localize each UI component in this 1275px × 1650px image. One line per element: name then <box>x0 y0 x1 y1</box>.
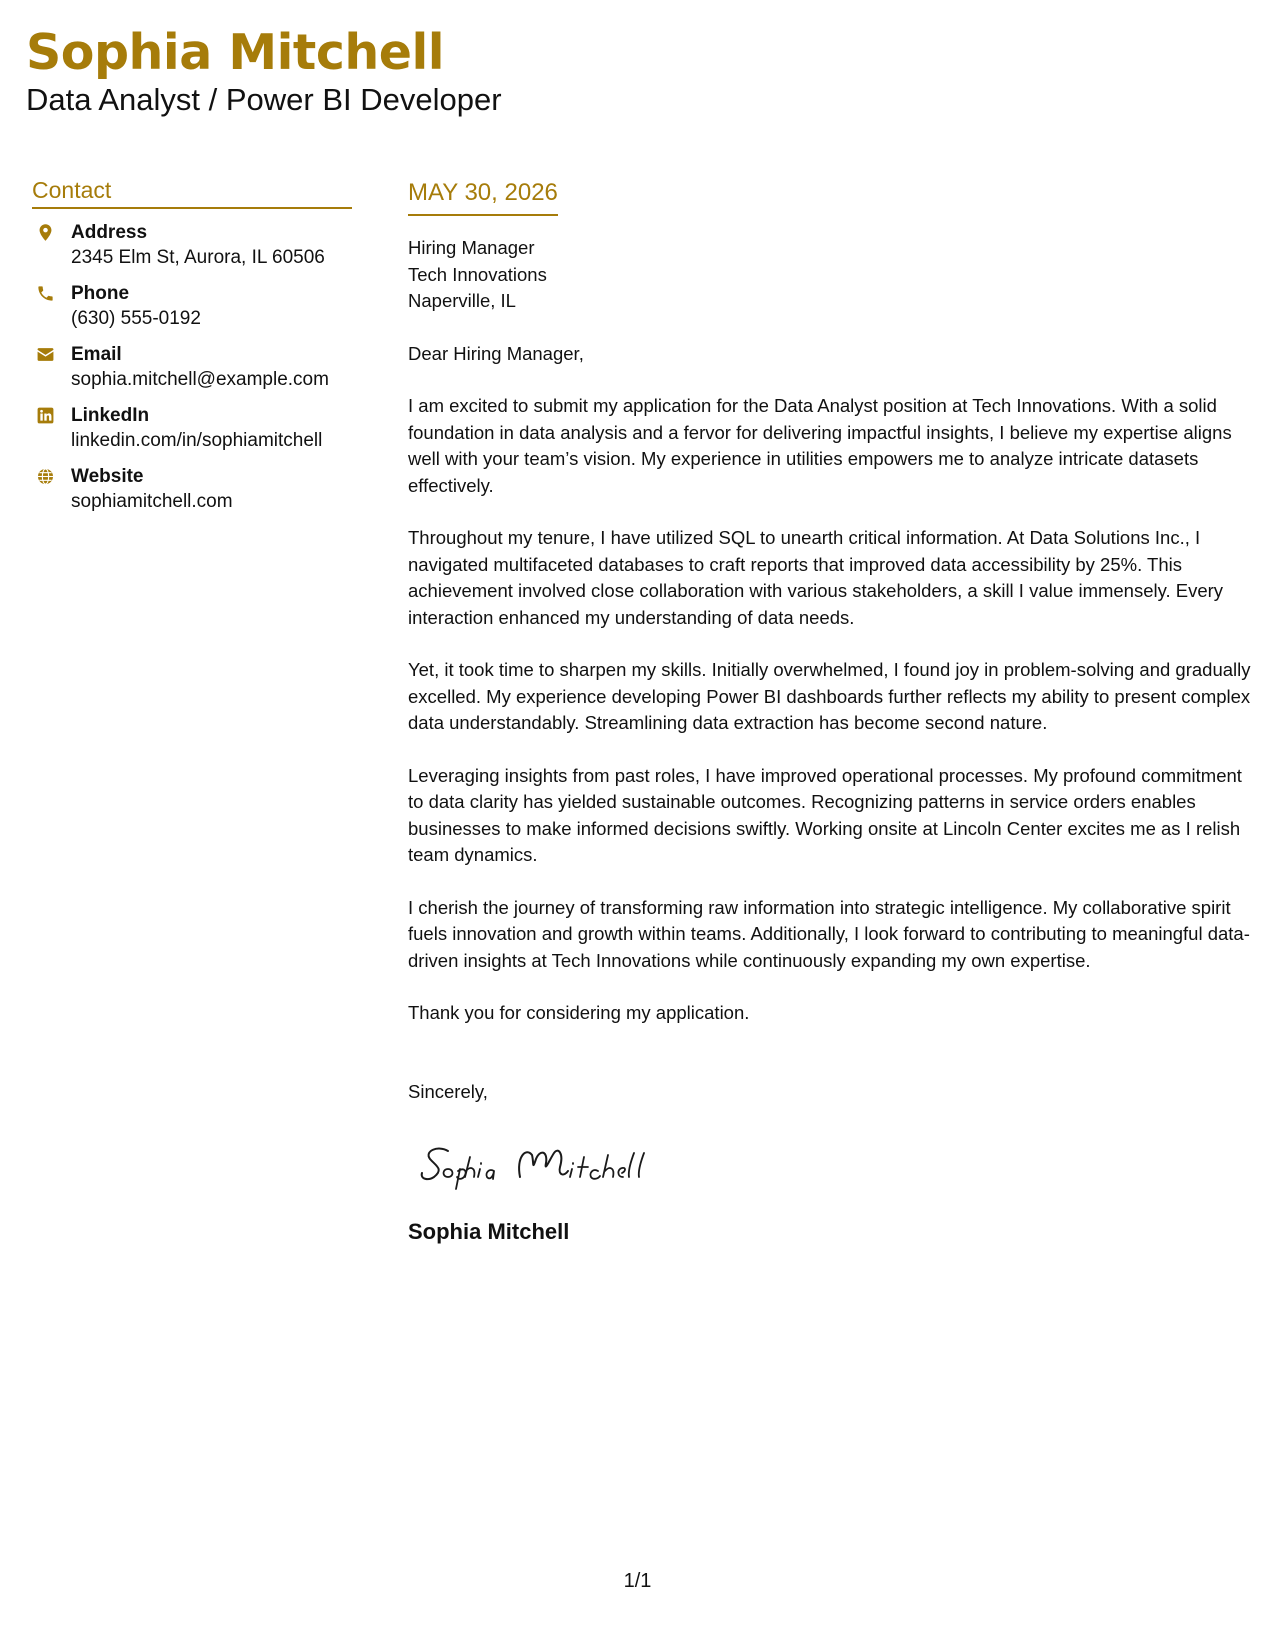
contact-item-phone <box>32 282 352 331</box>
letter-paragraph: I cherish the journey of transforming raw information into strategic intelligence. My collaborative spirit fuels innovation and growth within teams. Additionally, I look forward to contributing to meaningful data-driven insights at Tech Innovations while continuously expanding my own expertise. <box>408 896 1250 971</box>
map-pin-icon <box>36 223 55 242</box>
website-value: sophiamitchell.com <box>71 491 233 512</box>
linkedin-value: linkedin.com/in/sophiamitchell <box>71 430 323 451</box>
salutation: Dear Hiring Manager, <box>408 342 584 364</box>
phone-value: (630) 555-0192 <box>71 308 201 329</box>
header <box>26 22 502 118</box>
closing: Sincerely, <box>408 1080 488 1102</box>
phone-icon <box>36 284 55 303</box>
address-value: 2345 Elm St, Aurora, IL 60506 <box>71 247 325 268</box>
date-block <box>408 178 558 216</box>
letter-paragraph: Yet, it took time to sharpen my skills. Initially overwhelmed, I found joy in problem-solving and gradually excelled. My experience developing Power BI dashboards further reflects my ability to present complex data understandably. Streamlining data extraction has become second nature. <box>408 659 1251 733</box>
email-value: sophia.mitchell@example.com <box>71 369 329 390</box>
recipient-line: Naperville, IL <box>408 290 516 311</box>
recipient-line: Hiring Manager <box>408 237 535 258</box>
envelope-icon <box>36 345 55 364</box>
contact-label: Website <box>71 466 144 487</box>
letter-body <box>408 178 1253 1246</box>
letter-paragraph: Throughout my tenure, I have utilized SQL to unearth critical information. At Data Solutions Inc., I navigated multifaceted databases to craft reports that improved data accessibility by 25%. This achievement involved close collaboration with various stakeholders, a skill I value immensely. Every interaction enhanced my understanding of data needs. <box>408 527 1224 628</box>
contact-label: Phone <box>71 283 130 304</box>
contact-list <box>32 221 352 514</box>
recipient-line: Tech Innovations <box>408 263 547 285</box>
contact-item-website <box>32 465 352 514</box>
handwritten-signature <box>408 1133 668 1193</box>
contact-label: Email <box>71 344 122 365</box>
recipient-block <box>408 235 1253 315</box>
letter-date: MAY 30, 2026 <box>408 179 558 206</box>
contact-item-email <box>32 343 352 392</box>
letter-paragraph: Thank you for considering my application. <box>408 1002 750 1023</box>
contact-heading: Contact <box>32 176 352 209</box>
applicant-name: Sophia Mitchell <box>26 24 445 81</box>
linkedin-icon <box>36 406 55 425</box>
contact-item-address <box>32 221 352 270</box>
page-number: 1/1 <box>623 1570 652 1592</box>
letter-paragraph: Leveraging insights from past roles, I have improved operational processes. My profound commitment to data clarity has yielded sustainable outcomes. Recognizing patterns in service orders enables businesses to make informed decisions swiftly. Working onsite at Lincoln Center excites me as I relish team dynamics. <box>408 764 1242 865</box>
contact-sidebar <box>32 176 352 526</box>
applicant-role: Data Analyst / Power BI Developer <box>26 82 502 117</box>
contact-label: LinkedIn <box>71 405 150 426</box>
contact-label: Address <box>71 222 148 243</box>
globe-icon <box>36 467 55 486</box>
letter-paragraph: I am excited to submit my application for the Data Analyst position at Tech Innovations. With a solid foundation in data analysis and a fervor for delivering impactful insights, I believe my expertise aligns well with your team’s vision. My experience in utilities empowers me to analyze intricate datasets effectively. <box>408 395 1232 496</box>
contact-item-linkedin <box>32 404 352 453</box>
signer-name: Sophia Mitchell <box>408 1219 570 1244</box>
